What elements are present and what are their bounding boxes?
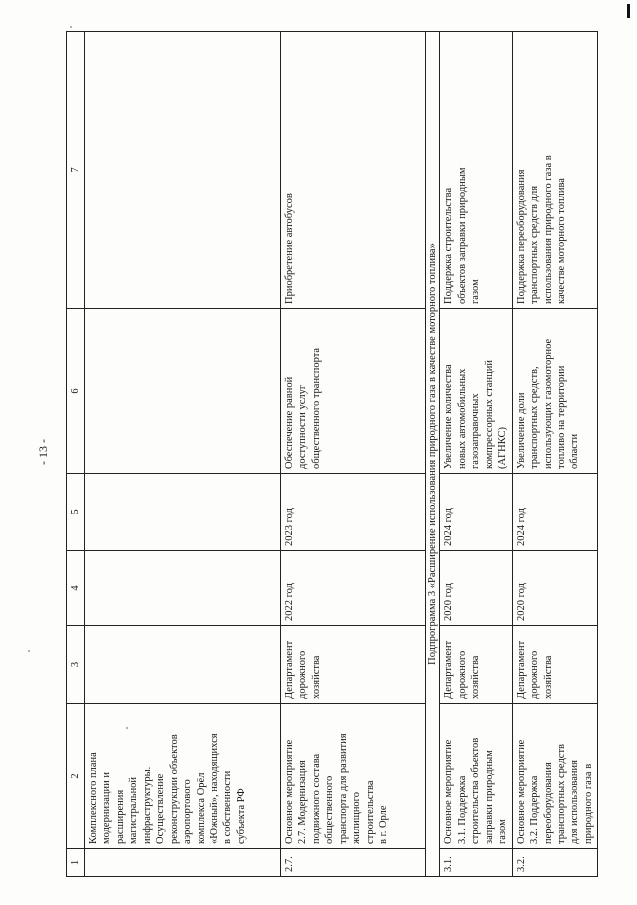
header-row	[67, 32, 85, 877]
table-row	[281, 32, 426, 877]
corner-mark	[627, 4, 630, 18]
expected-result	[85, 309, 281, 474]
end-year	[85, 474, 281, 551]
header-col-6: 6	[67, 309, 85, 474]
end-year: 2024 год	[512, 474, 598, 551]
executor: Департамент дорожного хозяйства	[512, 626, 598, 704]
start-year: 2020 год	[440, 551, 512, 626]
end-year: 2023 год	[281, 474, 426, 551]
row-number: 3.1.	[440, 849, 512, 877]
header-col-7: 7	[67, 32, 85, 309]
expected-result: Увеличение доли транспортных средств, использующих газомоторное топливо на территории области	[512, 309, 598, 474]
related-indicator: Поддержка переоборудования транспортных средств для использования природного газа в качестве моторного топлива	[512, 32, 598, 309]
scan-speck	[70, 26, 72, 28]
subprogram-row	[426, 32, 440, 877]
subprogram-title: Подпрограмма 3 «Расширение использования природного газа в качестве моторного топлива»	[426, 32, 440, 877]
table-row	[85, 32, 281, 877]
related-indicator: Приобретение автобусов	[281, 32, 426, 309]
measure-name: Основное мероприятие 3.1. Поддержка строительства объектов заправки природным газом	[440, 704, 512, 849]
table-row	[440, 32, 512, 877]
measure-name: Основное мероприятие 2.7. Модернизация подвижного состава общественного транспорта для развития жилищного строительства в г. Орле	[281, 704, 426, 849]
header-col-2: 2	[67, 704, 85, 849]
executor	[85, 626, 281, 704]
executor: Департамент дорожного хозяйства	[281, 626, 426, 704]
page-number-text: - 13 -	[36, 439, 50, 465]
header-col-4: 4	[67, 551, 85, 626]
scan-speck	[28, 650, 30, 652]
executor: Департамент дорожного хозяйства	[440, 626, 512, 704]
header-col-5: 5	[67, 474, 85, 551]
start-year	[85, 551, 281, 626]
start-year: 2020 год	[512, 551, 598, 626]
row-number: 2.7.	[281, 849, 426, 877]
expected-result: Увеличение количества новых автомобильных газозаправочных компрессорных станций (АГНКС)	[440, 309, 512, 474]
header-col-1: 1	[67, 849, 85, 877]
page-number	[36, 426, 51, 465]
measure-name: Комплексного плана модернизации и расширения магистральной инфраструктуры. Осуществление реконструкции объектов аэропортового комплекса Орёл «Южный», находящихся в собственности субъекта РФ	[85, 704, 281, 849]
rotated-table-container	[66, 32, 594, 877]
related-indicator	[85, 32, 281, 309]
expected-result: Обеспечение равной доступности услуг общественного транспорта	[281, 309, 426, 474]
table-row	[512, 32, 598, 877]
measure-name: Основное мероприятие 3.2. Поддержка переоборудования транспортных средств для использования природного газа в	[512, 704, 598, 849]
start-year: 2022 год	[281, 551, 426, 626]
row-number: 3.2.	[512, 849, 598, 877]
end-year: 2024 год	[440, 474, 512, 551]
related-indicator: Поддержка строительства объектов заправки природным газом	[440, 32, 512, 309]
header-col-3: 3	[67, 626, 85, 704]
row-number	[85, 849, 281, 877]
measures-table	[66, 31, 598, 877]
